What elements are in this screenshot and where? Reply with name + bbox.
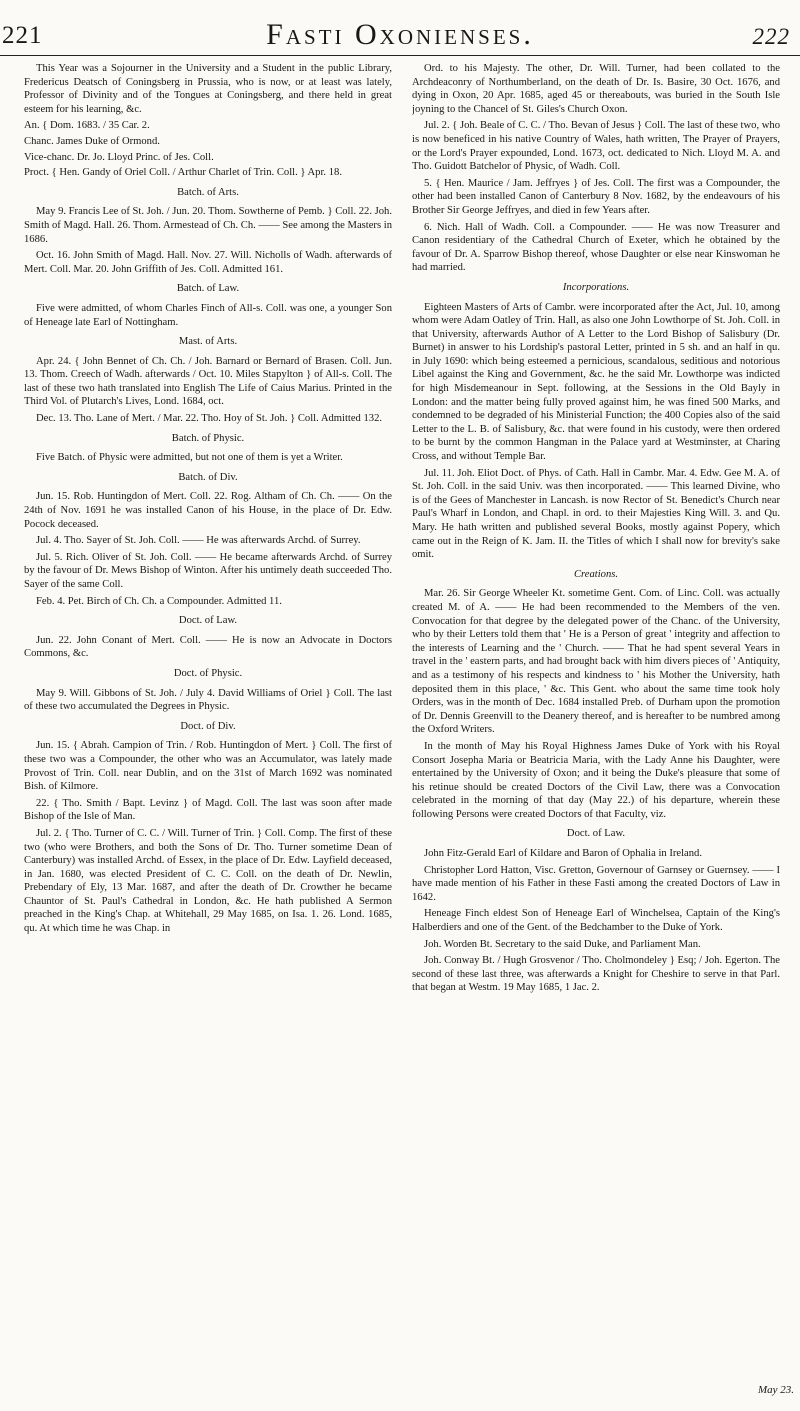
paragraph: Five Batch. of Physic were admitted, but not one of them is yet a Writer. (36, 452, 343, 464)
page-header (0, 14, 800, 54)
paragraph: 5. { Hen. Maurice / Jam. Jeffryes } of Jes. Coll. The first was a Compounder, the other had been installed Canon of Canterbury 8 Nov. 1682, by the endeavours of his Brother Sir George Jeffryes, and died in few Years after. (412, 177, 780, 216)
left-column (24, 62, 392, 1402)
section-heading: Doct. of Law. (178, 615, 238, 627)
paragraph: Heneage Finch eldest Son of Heneage Earl of Winchelsea, Captain of the King's Halberdiers and one of the Gent. of the Bedchamber to the Duke of York. (412, 908, 780, 934)
section-heading: Doct. of Div. (180, 720, 236, 732)
paragraph: Feb. 4. Pet. Birch of Ch. Ch. a Compounder. Admitted 11. (36, 595, 282, 607)
paragraph: Dec. 13. Tho. Lane of Mert. / Mar. 22. Tho. Hoy of St. Joh. } Coll. Admitted 132. (36, 413, 383, 425)
page-number-right: 222 (752, 24, 790, 49)
header-rule (0, 55, 800, 56)
paragraph: Joh. Conway Bt. / Hugh Grosvenor / Tho. Cholmondeley } Esq; / Joh. Egerton. The second of these last three, was afterwards a Knight for Cheshire to serve in that Parl. that began at Westm. 19 May 1685, 1 Jac. 2. (412, 955, 780, 994)
paragraph: Jul. 11. Joh. Eliot Doct. of Phys. of Cath. Hall in Cambr. Mar. 4. Edw. Gee M. A. of St. Joh. Coll. in the said Univ. was then incorporated. —— This learned Divine, who is of the Gees of Manchester in Lancash. is now Rector of St. Benedict's Church near Paul's Wharf in London, and Chapl. in ord. to their Majesties King Will. 3. and Qu. Mary. He hath written and published several Books, mostly against Popery, which came out in the Reign of K. Jam. II. the Titles of which I shall now for brevity's sake omit. (412, 467, 780, 561)
running-title: Fasti Oxonienses. (266, 18, 534, 51)
paragraph: Jul. 5. Rich. Oliver of St. Joh. Coll. —— He became afterwards Archd. of Surrey by the favour of Dr. Mews Bishop of Winton. After his untimely death succeeded Tho. Sayer of the same Coll. (24, 551, 392, 590)
paragraph: Jun. 15. { Abrah. Campion of Trin. / Rob. Huntingdon of Mert. } Coll. The first of these two was a Compounder, the other who was an Accumulator, was lately made Provost of Trin. Coll. near Dublin, and on the 31st of March 1692 was nominated Bish. of Kilmore. (24, 740, 392, 793)
section-heading: Batch. of Physic. (171, 432, 245, 444)
section-heading: Batch. of Arts. (177, 186, 239, 198)
paragraph: This Year was a Sojourner in the University and a Student in the public Library, Fredericus Deatsch of Coningsberg in Prussia, who is now, or at least was lately, Professor of Divinity and of the Tongues at Coningsberg, and there held in great esteem for his learning, &c. (24, 63, 392, 115)
paragraph: Ord. to his Majesty. The other, Dr. Will. Turner, had been collated to the Archdeaconry of Northumberland, on the death of Dr. Is. Basire, 30 Oct. 1676, and dying in Oxon, 20 Apr. 1685, aged 45 or thereabouts, was buried in the South Isle joyning to the Chancel of St. Giles's Church Oxon. (412, 63, 780, 115)
section-heading: Batch. of Law. (176, 283, 240, 295)
section-heading: Incorporations. (562, 281, 630, 293)
paragraph: Joh. Worden Bt. Secretary to the said Duke, and Parliament Man. (424, 938, 701, 950)
paragraph: Jul. 2. { Tho. Turner of C. C. / Will. Turner of Trin. } Coll. Comp. The first of these two (who were Brothers, and both the Sons of Dr. Tho. Turner sometime Dean of Canterbury) was installed Archd. of Essex, in the place of Dr. Edw. Layfield deceased, in Jan. 1680, was elected President of C. C. Coll. on the death of Dr. Newlin, Prebendary of Ely, 13 Mar. 1687, and after the death of Dr. Crowther he became Chauntor of St. Paul's Cathedral in London, &c. He hath published A Sermon preached in the King's Chap. at Whitehall, 29 May 1685, on Isa. 1. 26. Lond. 1685, qu. At which time he was Chap. in (24, 827, 392, 935)
paragraph: Mar. 26. Sir George Wheeler Kt. sometime Gent. Com. of Linc. Coll. was actually created M. of A. —— He had been recommended to the Members of the ven. Convocation for that degree by the delegated power of the Chanc. of the University, who by their Letters told them that ' He is a Person of great ' integrity and affection to the interests of Learning and the ' Church. —— That he had spent several Years in travel in the ' eastern parts, and had brought back with him divers pieces of ' Antiquity, and as a testimony of his respects and kindness to ' his Mother the University, hath deposited them in this place, ' &c. This Gent. who about the same time took holy Orders, was in the month of Dec. 1684 installed Preb. of Durham upon the promotion of Dr. Dennis Greenvill to the Deanery thereof, and is hereafter to be numbred among the Oxford Writers. (412, 588, 780, 736)
paragraph: Jun. 15. Rob. Huntingdon of Mert. Coll. 22. Rog. Altham of Ch. Ch. —— On the 24th of Nov. 1691 he was installed Canon of his House, in the place of Dr. Edw. Pocock deceased. (24, 491, 392, 530)
paragraph: May 9. Francis Lee of St. Joh. / Jun. 20. Thom. Sowtherne of Pemb. } Coll. 22. Joh. Smith of Magd. Hall. 26. Thom. Armestead of Ch. Ch. —— See among the Masters in 1686. (24, 206, 392, 245)
paragraph: Apr. 24. { John Bennet of Ch. Ch. / Joh. Barnard or Bernard of Brasen. Coll. Jun. 13. Thom. Creech of Wadh. afterwards / Oct. 10. Miles Stapylton } of All-s. Coll. The last of these two hath translated into English The Life of Caius Marius. Printed in the Third Vol. of Plutarch's Lives, Lond. 1684, oct. (24, 355, 392, 408)
paragraph: Jul. 2. { Joh. Beale of C. C. / Tho. Bevan of Jesus } Coll. The last of these two, who is now beneficed in his native Country of Wales, hath written, The Prayer of Prayers, or the Lord's Prayer expounded, Lond. 1673, oct. dedicated to Nich. Lloyd M. A. and Tho. Guidott Batchelor of Physic, of Wadh. Coll. (412, 120, 780, 173)
section-heading: Mast. of Arts. (178, 336, 238, 348)
paragraph: In the month of May his Royal Highness James Duke of York with his Royal Consort Josepha Maria or Beatricia Maria, with the Lady Anne his Daughter, were entertained by the University of Oxon; and it being the Duke's pleasure that some of his retinue should be created Doctors of the Civil Law, there was a Convocation celebrated in the morning of that day (May 22.) of his departure, wherein these following Persons were created Doctors of that Faculty, viz. (412, 740, 780, 820)
paragraph: Christopher Lord Hatton, Visc. Gretton, Governour of Garnsey or Guernsey. —— I have made mention of his Father in these Fasti among the created Doctors of Law in 1642. (412, 864, 780, 903)
paragraph: Chanc. James Duke of Ormond. (24, 135, 160, 147)
section-heading: Creations. (573, 568, 619, 580)
paragraph: 6. Nich. Hall of Wadh. Coll. a Compounder. —— He was now Treasurer and Canon residentiary of the Cathedral Church of Exeter, which he obtained by the favour of Dr. A. Sparrow Bishop thereof, whose Daughter or else near Kinswoman he had married. (412, 221, 780, 274)
page-number-left: 221 (2, 22, 43, 49)
right-column (412, 62, 780, 1402)
paragraph: John Fitz-Gerald Earl of Kildare and Baron of Ophalia in Ireland. (424, 848, 702, 860)
paragraph: Oct. 16. John Smith of Magd. Hall. Nov. 27. Will. Nicholls of Wadh. afterwards of Mert. Coll. Mar. 20. John Griffith of Jes. Coll. Admitted 161. (24, 250, 392, 275)
paragraph: Five were admitted, of whom Charles Finch of All-s. Coll. was one, a younger Son of Heneage late Earl of Nottingham. (24, 302, 392, 328)
catchword: May 23. (757, 1384, 794, 1396)
paragraph: May 9. Will. Gibbons of St. Joh. / July 4. David Williams of Oriel } Coll. The last of these two accumulated the Degrees in Physic. (24, 687, 392, 713)
paragraph: Proct. { Hen. Gandy of Oriel Coll. / Arthur Charlet of Trin. Coll. } Apr. 18. (24, 167, 342, 179)
section-heading: Doct. of Physic. (173, 667, 243, 679)
paragraph: Jul. 4. Tho. Sayer of St. Joh. Coll. —— He was afterwards Archd. of Surrey. (36, 535, 361, 547)
paragraph: An. { Dom. 1683. / 35 Car. 2. (24, 120, 150, 132)
section-heading: Batch. of Div. (178, 471, 238, 483)
paragraph: 22. { Tho. Smith / Bapt. Levinz } of Magd. Coll. The last was soon after made Bishop of the Isle of Man. (24, 797, 392, 823)
paragraph: Eighteen Masters of Arts of Cambr. were incorporated after the Act, Jul. 10, among whom were Adam Oatley of Trin. Hall, as also one John Lowthorpe of St. Joh. Coll. in that University, afterwards Author of A Letter to the Lord Bishop of Salisbury (Dr. Burnet) in answer to his Lordship's pastoral Letter, printed in 5 sh. and an half in qu. in July 1690: which being esteemed a pernicious, scandalous, seditious and notorious Libel against the King and Government, &c. he the said Mr. Lowthorpe was indicted for high Misdemeanour in Sept. following, at the Sessions in the Old Bayly in London: and the matter being fully proved against him, he was fined 500 Marks, and condemned to be degraded of his Ministerial Function; the 400 Copies also of the said Letter to the L. B. of Salisbury, &c. that were found in his custody, were then ordered to be burnt by the common Hangman in the Palace yard at Westminster, at Charing Cross, and without Temple Bar. (412, 301, 780, 463)
paragraph: Jun. 22. John Conant of Mert. Coll. —— He is now an Advocate in Doctors Commons, &c. (24, 634, 392, 660)
paragraph: Vice-chanc. Dr. Jo. Lloyd Princ. of Jes. Coll. (24, 151, 214, 163)
section-heading: Doct. of Law. (566, 828, 626, 840)
